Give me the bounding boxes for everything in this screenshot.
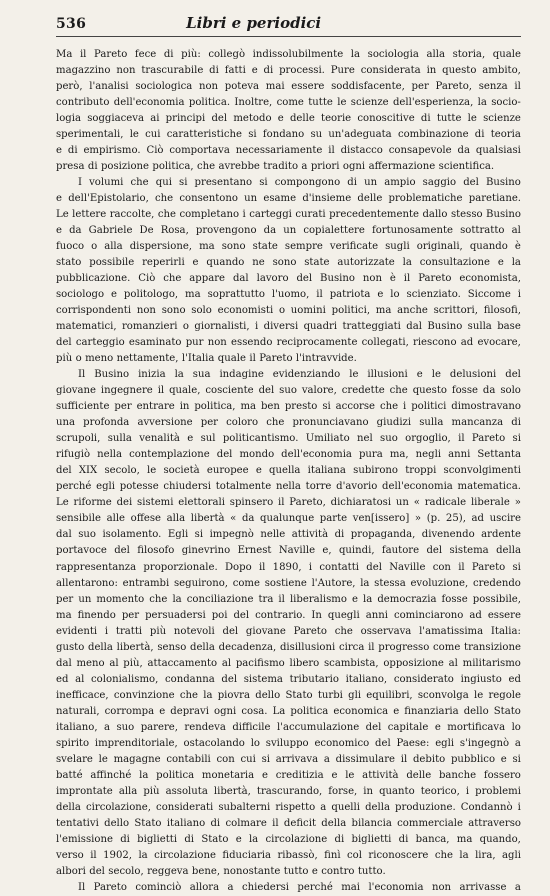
text-line: e dell'Epistolario, che consentono un esame d'insieme delle problematiche paretiane. bbox=[56, 193, 521, 205]
paragraph bbox=[56, 880, 521, 896]
text-line: stato possibile reperirli e quando ne sono state autorizzate la consultazione e la bbox=[56, 257, 521, 269]
text-line: svelare le magagne contabili con cui si arrivava a dissimulare il debito pubblico e si bbox=[56, 753, 521, 765]
text-line: italiano, a suo parere, rendeva difficile l'accumulazione del capitale e mortificava lo bbox=[56, 721, 521, 733]
text-line: e di empirismo. Ciò comportava necessariamente il distacco consapevole da qualsiasi bbox=[56, 145, 521, 157]
text-line: sensibile alle offese alla libertà « da qualunque parte ven[issero] » (p. 25), ad uscire bbox=[56, 513, 521, 525]
paragraph bbox=[56, 47, 521, 175]
text-line: tentativi dello Stato italiano di colmare il deficit della bilancia commerciale attraverso bbox=[56, 817, 521, 829]
text-line: una profonda avversione per coloro che pronunciavano giudizi sulla mancanza di bbox=[56, 417, 521, 429]
text-line: perché egli potesse chiudersi totalmente nella torre d'avorio dell'economia matematica. bbox=[56, 481, 521, 493]
text-line: del carteggio esaminato pur non essendo reciprocamente collegati, riescono ad evocare, bbox=[56, 337, 521, 349]
text-line: sufficiente per entrare in politica, ma ben presto si accorse che i politici dimostravano bbox=[56, 401, 521, 413]
text-line: più o meno nettamente, l'Italia quale il Pareto l'intravvide. bbox=[56, 353, 357, 365]
text-line: presa di posizione politica, che avrebbe tradito a priori ogni affermazione scientifica. bbox=[56, 161, 495, 173]
text-line: ma finendo per persuadersi poi del contrario. In quegli anni cominciarono ad essere bbox=[56, 609, 521, 621]
text-line: del XIX secolo, le società europee e quella italiana subirono troppi sconvolgimenti bbox=[56, 465, 521, 477]
text-line: logia soggiaceva ai principi del metodo e delle teorie conoscitive di tutte le scienze bbox=[56, 113, 521, 125]
text-line: naturali, corrompa e depravi ogni cosa. La politica economica e finanziaria dello Stato bbox=[56, 705, 521, 717]
text-line: ed al colonialismo, condanna del sistema tributario italiano, considerato ingiusto ed bbox=[56, 673, 521, 685]
text-line: matematici, romanzieri o giornalisti, i diversi quadri tratteggiati dal Busino sulla base bbox=[56, 321, 521, 333]
text-line: dal meno al più, attaccamento al pacifismo libero scambista, opposizione al militarismo bbox=[56, 657, 521, 669]
text-line: Le riforme dei sistemi elettorali spinsero il Pareto, dichiaratosi un « radicale liberale » bbox=[56, 497, 521, 509]
running-title: Libri e periodici bbox=[186, 14, 322, 32]
text-line: rifugiò nella contemplazione del mondo dell'economia pura ma, negli anni Settanta bbox=[56, 449, 521, 461]
text-line: corrispondenti non sono solo economisti o uomini politici, ma anche scrittori, filosofi, bbox=[56, 305, 521, 317]
text-line: fuoco o alla dispersione, ma sono state sempre verificate sugli originali, quando è bbox=[56, 241, 521, 253]
text-line: batté affinché la politica monetaria e creditizia e le attività delle banche fossero bbox=[56, 769, 521, 781]
text-line: evidenti i tratti più notevoli del giovane Pareto che osservava l'amatissima Italia: bbox=[56, 625, 521, 637]
text-line: contributo dell'economia politica. Inoltre, come tutte le scienze dell'esperienza, la socio- bbox=[56, 97, 521, 109]
text-line: della circolazione, considerati subalterni rispetto a quelli della produzione. Condannò i bbox=[56, 801, 521, 813]
text-line: albori del secolo, reggeva bene, nonostante tutto e contro tutto. bbox=[56, 865, 386, 877]
article-body bbox=[56, 47, 521, 896]
text-line: Il Busino inizia la sua indagine evidenziando le illusioni e le delusioni del bbox=[78, 369, 521, 381]
text-line: dal suo isolamento. Egli si impegnò nelle attività di propaganda, divenendo ardente bbox=[56, 529, 521, 541]
text-line: inefficace, convinzione che la piovra dello Stato turbi gli equilibri, sconvolga le regole bbox=[56, 689, 521, 701]
text-line: e da Gabriele De Rosa, provengono da un copialettere fortunosamente sottratto al bbox=[56, 225, 521, 237]
text-line: rappresentanza proporzionale. Dopo il 1890, i contatti del Naville con il Pareto si bbox=[56, 561, 521, 573]
text-line: l'emissione di biglietti di Stato e la circolazione di biglietti di banca, ma quando, bbox=[56, 833, 521, 845]
text-line: improntate alla più assoluta libertà, trascurando, forse, in quanto teorico, i problemi bbox=[56, 785, 521, 797]
running-header bbox=[56, 14, 521, 37]
text-line: gusto della libertà, senso della decadenza, disillusioni circa il progresso come transizione bbox=[56, 641, 521, 653]
text-line: Il Pareto cominciò allora a chiedersi perché mai l'economia non arrivasse a bbox=[78, 881, 521, 893]
text-line: sociologo e politologo, ma soprattutto l'uomo, il patriota e lo scienziato. Siccome i bbox=[56, 289, 521, 301]
paragraph bbox=[56, 175, 521, 367]
text-line: verso il 1902, la circolazione fiduciaria ribassò, finì col riconoscere che la lira, agli bbox=[56, 849, 521, 861]
text-line: I volumi che qui si presentano si compongono di un ampio saggio del Busino bbox=[78, 177, 521, 189]
paragraph bbox=[56, 367, 521, 880]
text-line: spirito imprenditoriale, ostacolando lo sviluppo economico del Paese: egli s'ingegnò a bbox=[56, 737, 521, 749]
text-line: scrupoli, sulla venalità e sul politicantismo. Umiliato nel suo orgoglio, il Pareto si bbox=[56, 433, 521, 445]
text-line: pubblicazione. Ciò che appare dal lavoro del Busino non è il Pareto economista, bbox=[56, 273, 521, 285]
text-line: sperimentali, le cui caratteristiche si fondano su un'adeguata combinazione di teoria bbox=[56, 129, 521, 141]
text-line: Le lettere raccolte, che completano i carteggi curati precedentemente dallo stesso Busino bbox=[56, 209, 521, 221]
text-line: allentarono: entrambi seguirono, come sostiene l'Autore, la stessa evoluzione, credendo bbox=[56, 577, 521, 589]
text-line: magazzino non trascurabile di fatti e di processi. Pure considerata in questo ambito, bbox=[56, 65, 521, 77]
text-line: per un momento che la conciliazione tra il liberalismo e la democrazia fosse possibile, bbox=[56, 593, 521, 605]
text-line: Ma il Pareto fece di più: collegò indissolubilmente la sociologia alla storia, quale bbox=[56, 49, 521, 60]
text-line: portavoce del filosofo ginevrino Ernest Naville e, quindi, fautore del sistema della bbox=[56, 545, 521, 557]
text-line: giovane ingegnere il quale, cosciente del suo valore, credette che questo fosse da solo bbox=[56, 385, 521, 397]
text-line: però, l'analisi sociologica non poteva mai essere soddisfacente, per Pareto, senza il bbox=[56, 81, 521, 93]
page-number: 536 bbox=[56, 16, 87, 32]
